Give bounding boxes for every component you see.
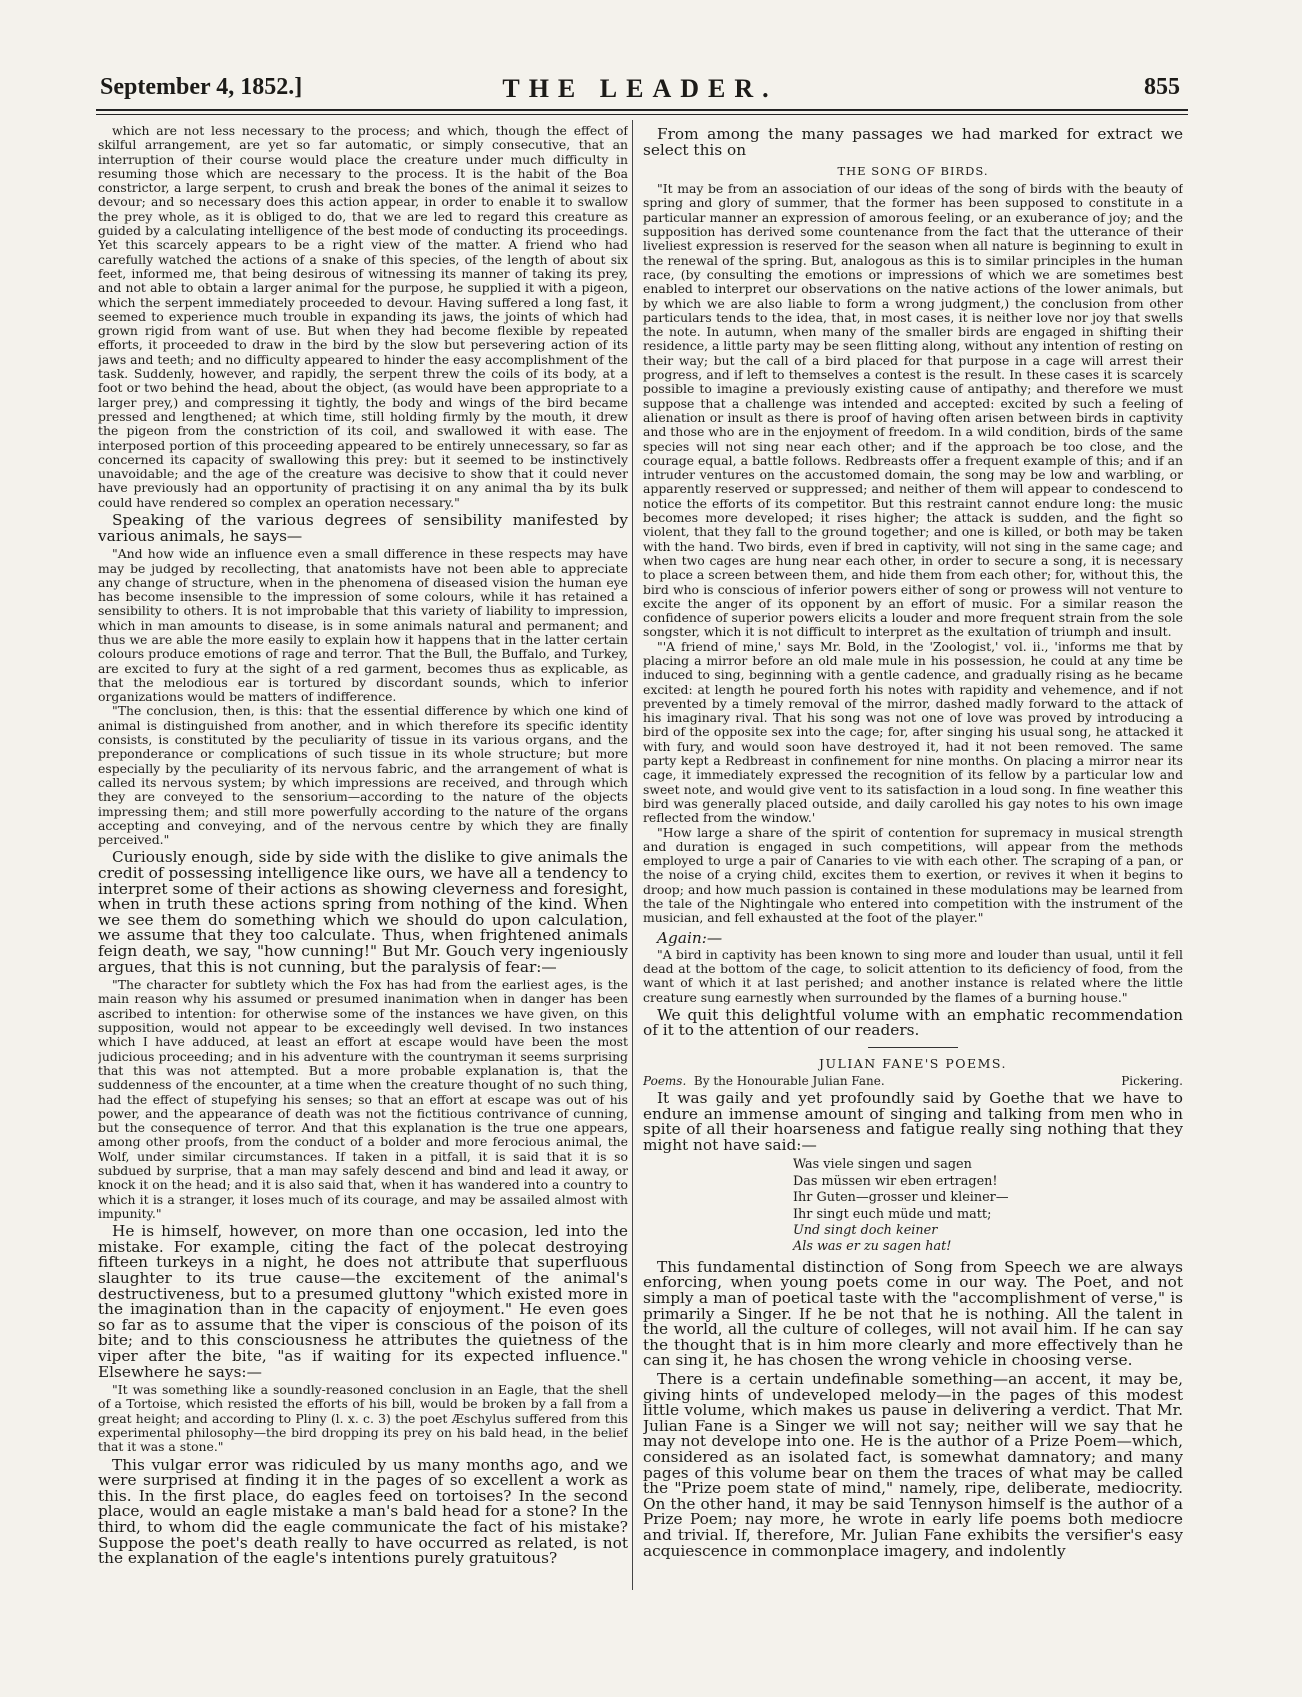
header-rule-thin <box>96 114 1188 115</box>
paragraph: "The character for subtlety which the Fox has had from the earliest ages, is the main reason why his assumed or presumed inanimation when in danger has been ascribed to intention: for otherwise some of the instances we have given, on this supposition, would not appear to be exceedingly well devised. In two instances which I have adduced, at least an effort at escape would have been the most judicious proceeding; and in his adventure with the countryman it seems surprising that this was not attempted. But a more probable explanation is, that the suddenness of the encounter, at a time when the creature thought of no such thing, had the effect of stupefying his senses; so that an effort at escape was out of his power, and the appearance of death was not the fictitious contrivance of cunning, but the consequence of terror. And that this explanation is the true one appears, among other proofs, from the conduct of a bolder and more ferocious animal, the Wolf, under similar circumstances. If taken in a pitfall, it is said that it is so subdued by surprise, that a man may safely descend and bind and lead it away, or knock it on the head; and it is also said that, when it has wandered into a country to which it is a stranger, it loses much of its courage, and may be assailed almost with impunity." <box>98 977 628 1221</box>
section-divider <box>868 1047 958 1048</box>
book-publisher: Pickering. <box>1121 1074 1183 1088</box>
issue-date: September 4, 1852.] <box>100 74 303 100</box>
book-author: By the Honourable Julian Fane. <box>693 1074 885 1088</box>
poem-line: Ihr Guten—grosser und kleiner— <box>793 1190 1009 1206</box>
section-heading-fane-poems: JULIAN FANE'S POEMS. <box>818 1056 1008 1071</box>
masthead-title: THE LEADER. <box>502 74 778 103</box>
left-column <box>98 124 628 1590</box>
poem-line: Ihr singt euch müde und matt; <box>793 1206 992 1222</box>
poem-line: Und singt doch keiner <box>793 1223 938 1238</box>
page-header <box>100 74 1180 104</box>
paragraph: "The conclusion, then, is this: that the essential difference by which one kind of animal is distinguished from another, and in which therefore its specific identity consists, is constituted by the peculiarity of tissue in its various organs, and the preponderance or complications of such tissue in its whole structure; but more especially by the peculiarity of its nervous fabric, and the arrangement of what is called its nervous system; by which impressions are received, and through which they are conveyed to the sensorium—according to the nature of the objects impressing them; and still more powerfully according to the nature of the organs accepting and conveying, and of the nervous centre by which they are finally perceived." <box>98 703 628 848</box>
poem-line: Das müssen wir eben ertragen! <box>793 1173 998 1189</box>
section-heading-song-of-birds: THE SONG OF BIRDS. <box>837 164 989 179</box>
poem-line: Als was er zu sagen hat! <box>793 1239 952 1255</box>
page-number: 855 <box>1144 74 1180 100</box>
book-title: Poems. <box>643 1074 687 1088</box>
paragraph: "It may be from an association of our ideas of the song of birds with the beauty of spring and glory of summer, that the former has been supposed to constitute in a particular manner an expression of amorous feeling, or an exuberance of joy; and the supposition has derived some countenance from the fact that the utterance of their liveliest expression is reserved for the season when all nature is beginning to exult in the renewal of the spring. But, analogous as this is to similar principles in the human race, (by consulting the emotions or impressions of which we are sometimes best enabled to interpret our observations on the native actions of the lower animals, but by which we are also liable to form a wrong judgment,) the conclusion from other particulars tends to the idea, that, in most cases, it is neither love nor joy that swells the note. In autumn, when many of the smaller birds are engaged in shifting their residence, a little party may be seen flitting along, without any intention of resting on their way; but the call of a bird placed for that purpose in a cage will arrest their progress, and if left to themselves a contest is the result. In these cases it is scarcely possible to imagine a previously existing cause of antipathy; and therefore we must suppose that a challenge was intended and accepted: excited by such a feeling of alienation or insult as there is proof of having often arisen between birds in captivity and those who are in the enjoyment of freedom. In a wild condition, birds of the same species will not sing near each other; and if the approach be too close, and the courage equal, a battle follows. Redbreasts offer a frequent example of this; and if an intruder ventures on the accustomed domain, the song may be low and warbling, or apparently reserved or suppressed; and neither of them will appear to condescend to notice the efforts of its competitor. But this restraint cannot endure long: the music becomes more developed; it rises higher; the attack is sudden, and the fight so violent, that they fall to the ground together; and one is killed, or both may be taken with the hand. Two birds, even if bred in captivity, will not sing in the same cage; and when two cages are hung near each other, in order to secure a song, it is necessary to place a screen between them, and hide them from each other; for, without this, the bird who is conscious of inferior powers either of song or prowess will not venture to excite the anger of its opponent by an effort of music. For a similar reason the confidence of superior powers elicits a louder and more frequent strain from the sole songster, which it is not difficult to interpret as the exultation of triumph and insult. <box>643 181 1183 640</box>
paragraph: "A bird in captivity has been known to sing more and louder than usual, until it fell dead at the bottom of the cage, to solicit attention to its deficiency of food, from the want of which it at last perished; and another instance is related where the little creature sung earnestly when surrounded by the flames of a burning house." <box>643 946 1183 1005</box>
header-rule <box>96 109 1188 111</box>
paragraph: It was gaily and yet profoundly said by Goethe that we have to endure an immense amount of singing and talking from men who in spite of all their hoarseness and fatigue really sing nothing that they might not have said:— <box>643 1089 1183 1154</box>
paragraph: This vulgar error was ridiculed by us many months ago, and we were surprised at finding it in the pages of so excellent a work as this. In the first place, do eagles feed on tortoises? In the second place, would an eagle mistake a man's bald head for a stone? In the third, to whom did the eagle communicate the fact of his mistake? Suppose the poet's death really to have occurred as related, is not the explanation of the eagle's intentions purely gratuitous? <box>98 1455 628 1568</box>
column-divider <box>632 120 633 1590</box>
paragraph: Speaking of the various degrees of sensibility manifested by various animals, he says— <box>98 511 628 545</box>
paragraph: He is himself, however, on more than one occasion, led into the mistake. For example, citing the fact of the polecat destroying fifteen turkeys in a night, he does not attribute that superfluous slaughter to its true cause—the excitement of the animal's destructiveness, but to a presumed gluttony "which existed more in the imagination than in the capacity of enjoyment." He even goes so far as to assume that the viper is conscious of the poison of its bite; and to this consciousness he attributes the quietness of the viper after the bite, "as if waiting for its expected influence." Elsewhere he says:— <box>98 1222 628 1381</box>
paragraph: Curiously enough, side by side with the dislike to give animals the credit of possessing intelligence like ours, we have all a tendency to interpret some of their actions as showing cleverness and foresight, when in truth these actions spring from nothing of the kind. When we see them do something which we should do upon calculation, we assume that they too calculate. Thus, when frightened animals feign death, we say, "how cunning!" But Mr. Gouch very ingeniously argues, that this is not cunning, but the paralysis of fear:— <box>98 848 628 976</box>
again-label: Again:— <box>657 928 723 947</box>
paragraph: We quit this delightful volume with an emphatic recommendation of it to the attention of our readers. <box>643 1005 1183 1040</box>
paragraph: "And how wide an influence even a small difference in these respects may have may be judged by recollecting, that anatomists have not been able to appreciate any change of structure, when in the phenomena of diseased vision the human eye has become insensible to the impression of some colours, while it has retained a sensibility to others. It is not improbable that this variety of liability to impression, which in man amounts to disease, is in some animals natural and permanent; and thus we are able the more easily to explain how it happens that in the latter certain colours produce emotions of rage and terror. That the Bull, the Buffalo, and Turkey, are excited to fury at the sight of a red garment, becomes thus as explicable, as that the melodious ear is tortured by discordant sounds, which to inferior organizations would be matters of indifference. <box>98 546 628 705</box>
paragraph: "It was something like a soundly-reasoned conclusion in an Eagle, that the shell of a Tortoise, which resisted the efforts of his bill, would be broken by a fall from a great height; and according to Pliny (l. x. c. 3) the poet Æschylus suffered from this experimental philosophy—the bird dropping its prey on his bald head, in the belief that it was a stone." <box>98 1382 628 1455</box>
paragraph: This fundamental distinction of Song from Speech we are always enforcing, when young poets come in our way. The Poet, and not simply a man of poetical taste with the "accomplishment of verse," is primarily a Singer. If he be not that he is nothing. All the talent in the world, all the culture of colleges, will not avail him. If he can say the thought that is in him more clearly and more effectively than he can sing it, he has chosen the wrong vehicle in choosing verse. <box>643 1257 1183 1370</box>
paragraph: There is a certain undefinable something—an accent, it may be, giving hints of undeveloped melody—in the pages of this modest little volume, which makes us pause in delivering a verdict. That Mr. Julian Fane is a Singer we will not say; neither will we say that he may not develope into one. He is the author of a Prize Poem—which, considered as an isolated fact, is somewhat damnatory; and many pages of this volume bear on them the traces of what may be called the "Prize poem state of mind," namely, ripe, deliberate, mediocrity. On the other hand, it may be said Tennyson himself is the author of a Prize Poem; nay more, he wrote in early life poems both mediocre and trivial. If, therefore, Mr. Julian Fane exhibits the versifier's easy acquiescence in commonplace imagery, and indolently <box>643 1369 1183 1560</box>
book-byline <box>643 1074 1183 1088</box>
poem-stanza <box>793 1157 1183 1255</box>
right-column <box>643 124 1183 1590</box>
paragraph: "How large a share of the spirit of contention for supremacy in musical strength and duration is engaged in such competitions, will appear from the methods employed to urge a pair of Canaries to vie with each other. The scraping of a pan, or the noise of a crying child, excites them to exertion, or revives it when it begins to droop; and how much passion is contained in these modulations may be learned from the tale of the Nightingale who entered into competition with the instrument of the musician, and fell exhausted at the foot of the player." <box>643 824 1183 926</box>
paragraph: From among the many passages we had marked for extract we select this on <box>643 125 1183 159</box>
paragraph: which are not less necessary to the process; and which, though the effect of skilful arrangement, are yet so far automatic, or simply consecutive, that an interruption of their course would place the creature under much difficulty in resuming those which are necessary to the process. It is the habit of the Boa constrictor, a large serpent, to crush and break the bones of the animal it seizes to devour; and so necessary does this action appear, in order to enable it to swallow the prey whole, as it is obliged to do, that we are led to regard this creature as guided by a calculating intelligence of the best mode of conducting its proceedings. Yet this scarcely appears to be a right view of the matter. A friend who had carefully watched the actions of a snake of this species, of the length of about six feet, informed me, that being desirous of witnessing its manner of taking its prey, and not able to obtain a larger animal for the purpose, he supplied it with a pigeon, which the serpent immediately proceeded to devour. Having suffered a long fast, it seemed to experience much trouble in expanding its jaws, the joints of which had grown rigid from want of use. But when they had become flexible by repeated efforts, it proceeded to draw in the bird by the slow but persevering action of its jaws and teeth; and no difficulty appeared to hinder the easy accomplishment of the task. Suddenly, however, and rapidly, the serpent threw the coils of its body, at a foot or two behind the head, about the object, (as would have been appropriate to a larger prey,) and compressing it tightly, the body and wings of the bird became pressed and lengthened; at which time, still holding firmly by the mouth, it drew the pigeon from the constriction of its coil, and swallowed it with ease. The interposed portion of this proceeding appeared to be entirely unnecessary, so far as concerned its capacity of swallowing this prey: but it seemed to be instinctively unavoidable; and the age of the creature was decisive to show that it could never have previously had an opportunity of practising it on any animal tha by its bulk could have rendered so complex an operation necessary." <box>98 124 628 510</box>
poem-line: Was viele singen und sagen <box>793 1157 972 1173</box>
paragraph: "'A friend of mine,' says Mr. Bold, in the 'Zoologist,' vol. ii., 'informs me that by placing a mirror before an old male mule in his possession, he could at any time be induced to sing, beginning with a gentle cadence, and gradually rising as he became excited: at length he poured forth his notes with rapidity and vehemence, and if not prevented by a timely removal of the mirror, dashed madly forward to the attack of his imaginary rival. That his song was not one of love was proved by introducing a bird of the opposite sex into the cage; for, after singing his usual song, he attacked it with fury, and would soon have destroyed it, had it not been removed. The same party kept a Redbreast in confinement for nine months. On placing a mirror near its cage, it immediately expressed the recognition of its fellow by a particular low and sweet note, and would give vent to its satisfaction in a loud song. In fine weather this bird was generally placed outside, and daily carolled his gay notes to his own image reflected from the window.' <box>643 638 1183 826</box>
